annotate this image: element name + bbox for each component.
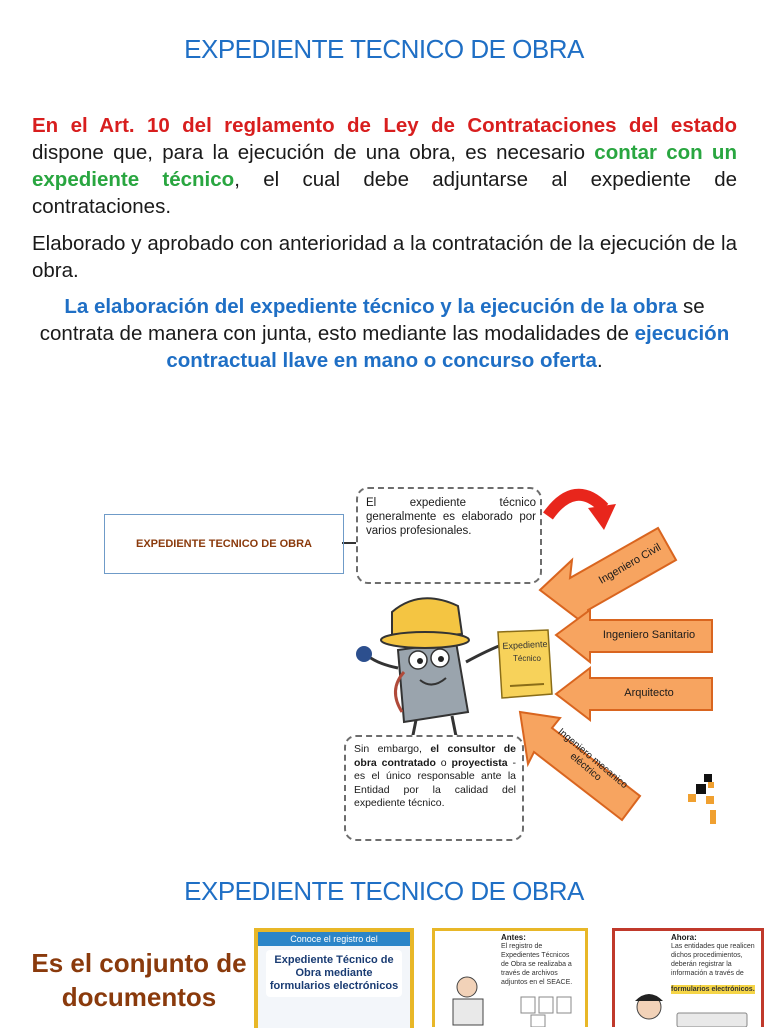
pixel-decoration-icon <box>688 774 716 824</box>
thumbnail-antes-heading: Antes: <box>501 933 526 942</box>
callout-responsible <box>344 735 524 841</box>
arrow-label-civil: Ingeniero Civil <box>596 541 664 587</box>
person-at-desk-icon <box>435 931 585 1027</box>
thumbnail-ahora-highlight: formularios electrónicos. <box>671 986 755 993</box>
callout-bold: proyectista <box>451 756 508 769</box>
arrow-label-mecanico: Ingeniero mecanico eléctrico <box>555 726 630 792</box>
highlight-elaboracion: La elaboración del expediente técnico y la ejecución de la obra <box>64 295 678 318</box>
thumbnail-antes <box>432 928 588 1027</box>
thumbnail-banner: Conoce el registro del <box>258 932 410 946</box>
section-title: EXPEDIENTE TECNICO DE OBRA <box>184 876 584 906</box>
paragraph-text: , el cual debe adjuntarse al expediente de contrataciones. <box>32 168 738 218</box>
curved-arrow-head-icon <box>588 504 616 530</box>
arrow-label-sanitario: Ingeniero Sanitario <box>602 629 696 641</box>
thumbnail-ahora-text: Las entidades que realicen dichos procedimientos, deberán registrar la información a través de <box>671 943 755 977</box>
callout-text: o <box>435 756 452 769</box>
thumbnail-formularios <box>254 928 414 1028</box>
callout-bold: el consultor de obra contratado <box>354 743 516 769</box>
arrow-label-arquitecto: Arquitecto <box>624 687 674 699</box>
thumbnail-ahora <box>612 928 764 1027</box>
diagram-title-box: EXPEDIENTE TECNICO DE OBRA <box>104 514 344 574</box>
paragraph-elaborado: Elaborado y aprobado con anterioridad a la contratación de la ejecución de la obra. <box>32 232 737 282</box>
thumbnail-antes-text: El registro de Expedientes Técnicos de Obra se realizaba a través de archivos adjuntos en el SEACE. <box>501 943 573 986</box>
callout-text: - es el único responsable ante la Entidad por la calidad del expediente técnico. <box>354 756 516 809</box>
page-title: EXPEDIENTE TECNICO DE OBRA <box>184 34 584 64</box>
document-label: Expediente <box>502 638 548 652</box>
thumbnail-ahora-heading: Ahora: <box>671 933 697 942</box>
highlight-expediente: contar con un expediente técnico <box>32 141 737 191</box>
thumbnail-title: Expediente Técnico de Obra mediante formularios electrónicos <box>269 954 399 992</box>
article-reference: En el Art. 10 del reglamento de Ley de Contrataciones del estado <box>32 114 737 137</box>
definition-text: Es el conjunto de documentos <box>31 948 247 1012</box>
callout-professionals: El expediente técnico generalmente es elaborado por varios profesionales. <box>356 487 542 584</box>
person-with-laptop-icon <box>615 931 761 1027</box>
callout-text: Sin embargo, <box>354 743 431 755</box>
paragraph-text: dispone que, para la ejecución de una obra, es necesario <box>32 141 595 164</box>
character-illustration <box>356 598 504 751</box>
document-sublabel: Técnico <box>512 654 541 663</box>
paragraph-text: . <box>596 349 603 372</box>
paragraph-text: se contrata de manera con junta, esto mediante las modalidades de <box>39 295 705 345</box>
highlight-modalidades: ejecución contractual llave en mano o concurso oferta <box>166 322 730 372</box>
